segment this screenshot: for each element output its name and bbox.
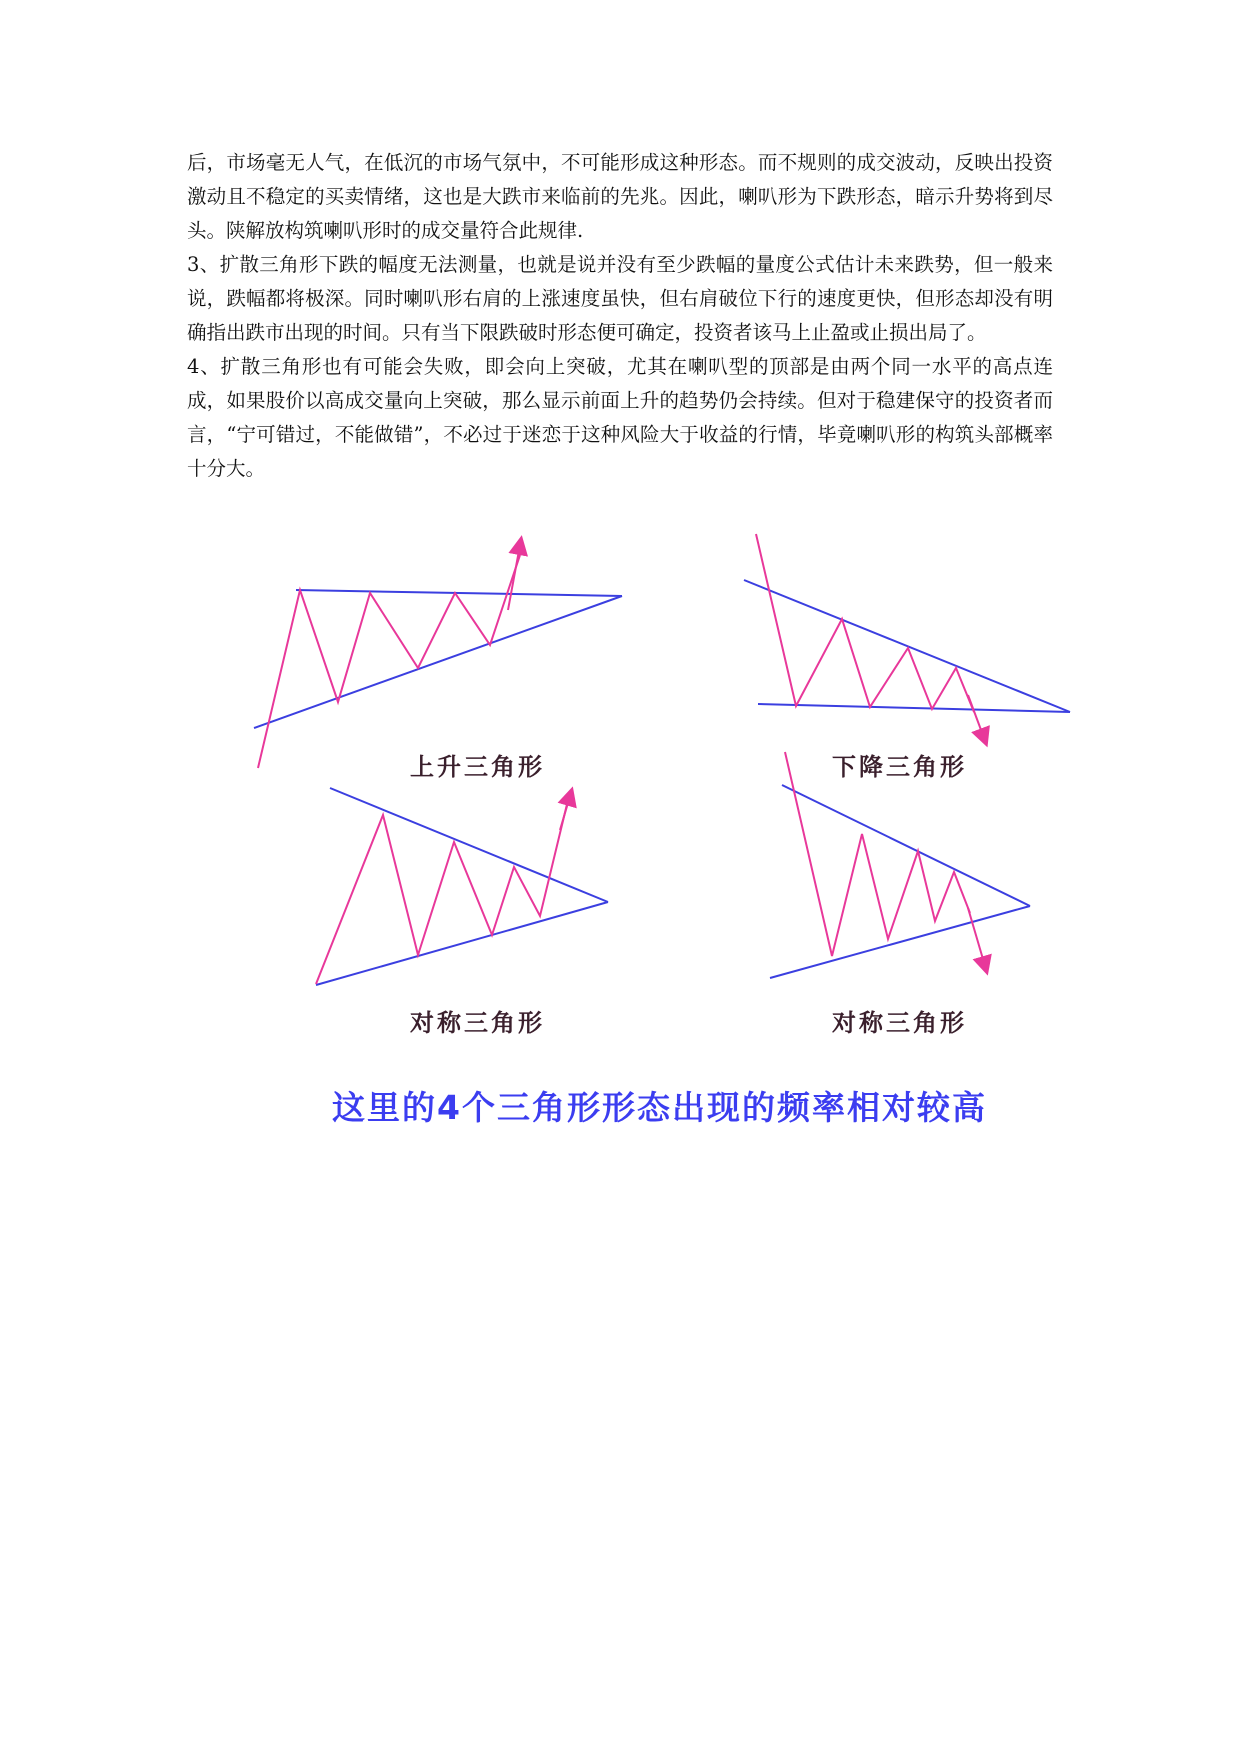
price-path: [785, 752, 970, 956]
breakout-arrow: [508, 545, 520, 610]
lower-line: [316, 902, 608, 985]
breakdown-arrow: [968, 908, 985, 966]
price-path: [258, 555, 520, 768]
caption-symmetrical-triangle-2: 对称三角形: [832, 1009, 967, 1037]
paragraph-2: 3、扩散三角形下跌的幅度无法测量，也就是说并没有至少跌幅的量度公式估计未来跌势，但一般来说，跌幅都将极深。同时喇叭形右肩的上涨速度虽快，但右肩破位下行的速度更快，但形态却没有明确指出跌市出现的时间。只有当下限跌破时形态便可确定，投资者该马上止盈或止损出局了。: [187, 253, 1053, 344]
caption-ascending-triangle: 上升三角形: [410, 753, 545, 781]
paragraph-3: 4、扩散三角形也有可能会失败，即会向上突破，尤其在喇叭型的顶部是由两个同一水平的高点连成，如果股价以高成交量向上突破，那么显示前面上升的趋势仍会持续。但对于稳建保守的投资者而言，“宁可错过，不能做错”，不必过于迷恋于这种风险大于收益的行情，毕竟喇叭形的构筑头部概率十分大。: [187, 355, 1053, 480]
breakout-arrow: [560, 796, 570, 830]
caption-descending-triangle: 下降三角形: [832, 753, 967, 781]
price-path: [756, 534, 974, 712]
lower-line: [770, 906, 1030, 978]
caption-symmetrical-triangle-1: 对称三角形: [410, 1009, 545, 1037]
resistance-line: [296, 590, 622, 596]
symmetrical-triangle-down-diagram: [770, 752, 1030, 978]
symmetrical-triangle-up-diagram: [316, 788, 608, 985]
descending-triangle-diagram: [744, 534, 1070, 738]
ascending-triangle-diagram: [254, 545, 622, 768]
price-path: [316, 800, 568, 984]
figure-footer-caption: 这里的4个三角形形态出现的频率相对较高: [332, 1088, 987, 1127]
breakdown-arrow: [968, 695, 984, 738]
support-line: [758, 704, 1070, 712]
paragraph-1: 后，市场毫无人气，在低沉的市场气氛中，不可能形成这种形态。而不规则的成交波动，反映出投资激动且不稳定的买卖情绪，这也是大跌市来临前的先兆。因此，喇叭形为下跌形态，暗示升势将到尽头。陕解放构筑喇叭形时的成交量符合此规律.: [187, 151, 1053, 242]
